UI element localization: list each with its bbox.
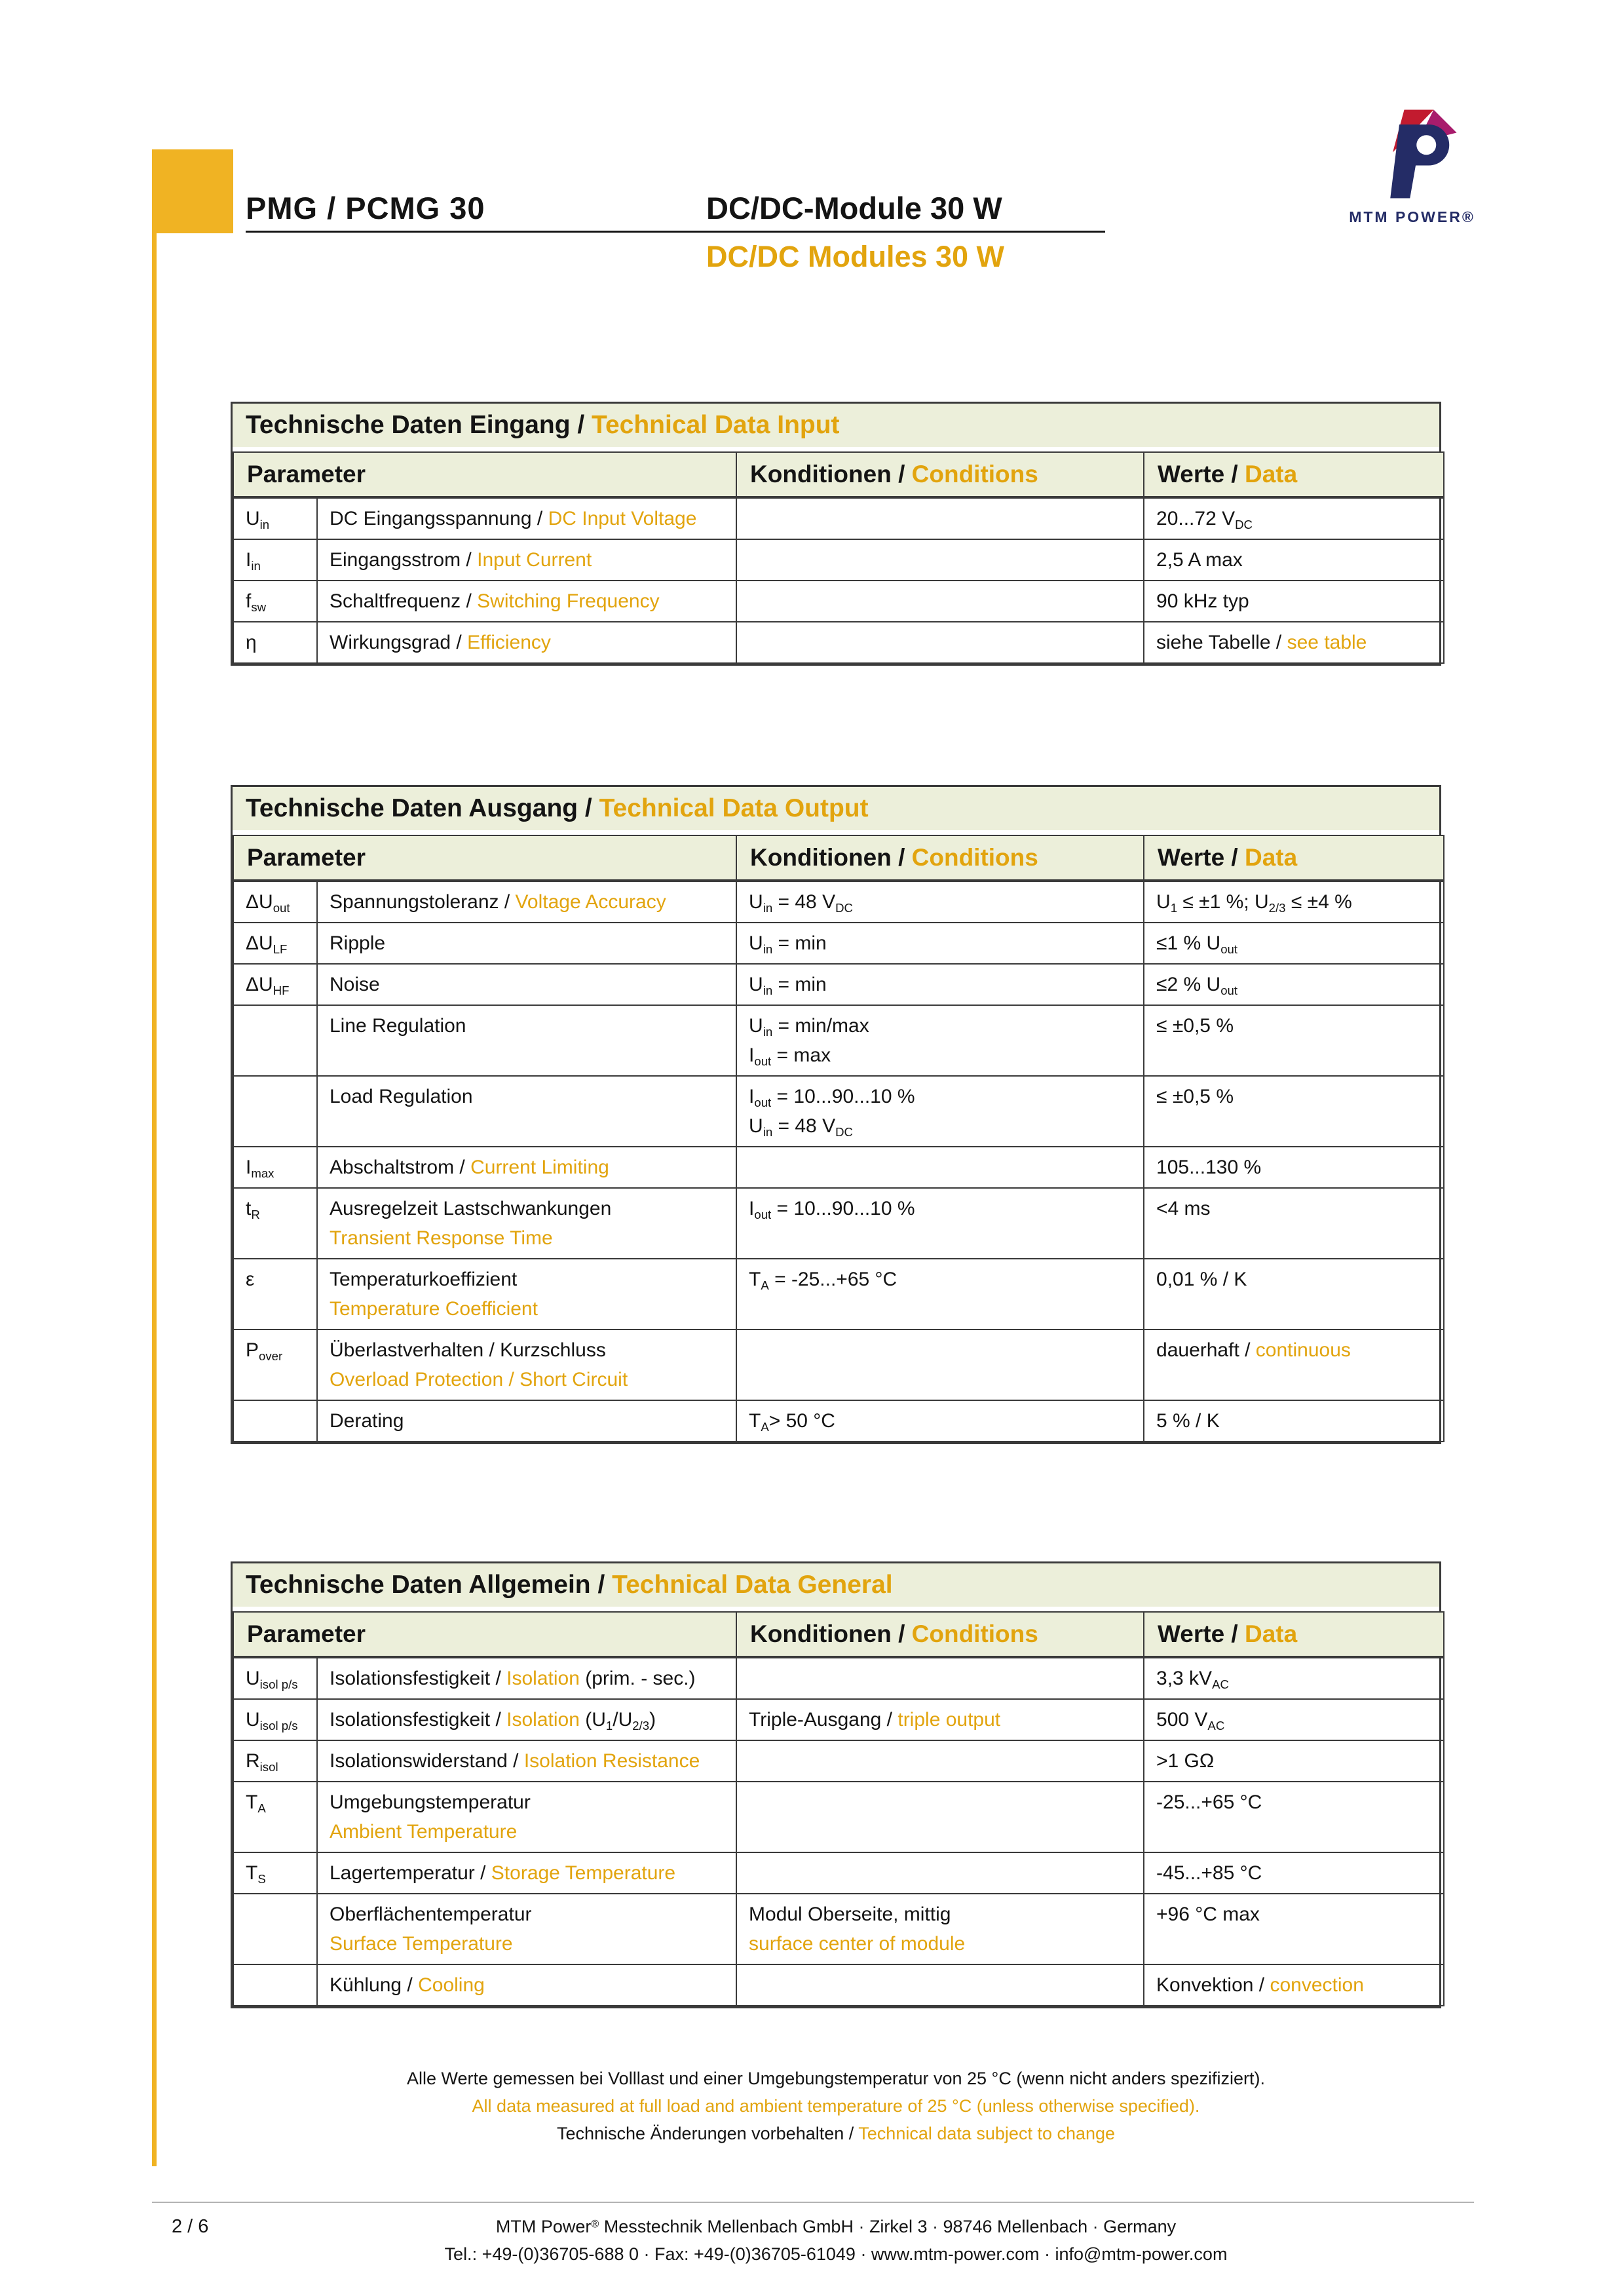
value-cell: 3,3 $kV_{AC}$ bbox=[1144, 1657, 1444, 1699]
technical-data-general-table bbox=[231, 1561, 1441, 2008]
conditions-cell: $T_A = -25...+65$ °C bbox=[736, 1259, 1144, 1330]
table-row bbox=[233, 1005, 1444, 1076]
column-header-parameter: Parameter bbox=[233, 835, 736, 881]
symbol-cell bbox=[233, 1400, 317, 1442]
symbol-cell bbox=[233, 1964, 317, 2006]
parameter-cell: Isolationsfestigkeit / Isolation $(U_1/U_{2/3})$ bbox=[317, 1699, 736, 1740]
conditions-cell bbox=[736, 1330, 1144, 1400]
conditions-cell: Modul Oberseite, mittig surface center of module bbox=[736, 1894, 1144, 1964]
parameter-cell: Schaltfrequenz / Switching Frequency bbox=[317, 581, 736, 622]
parameter-cell: Line Regulation bbox=[317, 1005, 736, 1076]
value-cell: $U_1 \le \pm 1$ %; $U_{2/3} \le \pm 4$ % bbox=[1144, 881, 1444, 923]
table-row bbox=[233, 1147, 1444, 1188]
table-row bbox=[233, 622, 1444, 663]
symbol-cell: $t_R$ bbox=[233, 1188, 317, 1259]
parameter-cell: Ausregelzeit Lastschwankungen Transient Response Time bbox=[317, 1188, 736, 1259]
column-header-conditions: Konditionen / Conditions bbox=[736, 835, 1144, 881]
footnote-line-de: Alle Werte gemessen bei Volllast und einer Umgebungstemperatur von 25 °C (wenn nicht anders spezifiziert). bbox=[407, 2069, 1265, 2088]
table-row bbox=[233, 1259, 1444, 1330]
symbol-cell: η bbox=[233, 622, 317, 663]
footer-company-line: MTM Power® Messtechnik Mellenbach GmbH · Zirkel 3 · 98746 Mellenbach · Germany bbox=[495, 2217, 1177, 2236]
conditions-cell bbox=[736, 1147, 1144, 1188]
symbol-cell: $I_{max}$ bbox=[233, 1147, 317, 1188]
value-cell: ≤ ±0,5 % bbox=[1144, 1076, 1444, 1147]
accent-square bbox=[152, 149, 233, 233]
table-row bbox=[233, 1782, 1444, 1852]
conditions-cell: $T_A> 50$ °C bbox=[736, 1400, 1144, 1442]
symbol-cell: $\Delta U_{out}$ bbox=[233, 881, 317, 923]
conditions-cell bbox=[736, 539, 1144, 581]
table-row bbox=[233, 1894, 1444, 1964]
column-header-conditions: Konditionen / Conditions bbox=[736, 1612, 1144, 1657]
value-cell: siehe Tabelle / see table bbox=[1144, 622, 1444, 663]
parameter-cell: Ripple bbox=[317, 923, 736, 964]
mtm-power-logo bbox=[1329, 105, 1496, 226]
footer-rule bbox=[152, 2202, 1474, 2203]
parameter-cell: DC Eingangsspannung / DC Input Voltage bbox=[317, 497, 736, 539]
symbol-cell: $\Delta U_{LF}$ bbox=[233, 923, 317, 964]
accent-vertical-bar bbox=[152, 233, 157, 2166]
table-row bbox=[233, 923, 1444, 964]
document-title-de: DC/DC-Module 30 W bbox=[706, 191, 1002, 225]
parameter-cell: Lagertemperatur / Storage Temperature bbox=[317, 1852, 736, 1894]
conditions-cell bbox=[736, 1852, 1144, 1894]
column-header-values: Werte / Data bbox=[1144, 835, 1444, 881]
symbol-cell: $P_{over}$ bbox=[233, 1330, 317, 1400]
parameter-cell: Umgebungstemperatur Ambient Temperature bbox=[317, 1782, 736, 1852]
table-row bbox=[233, 1740, 1444, 1782]
symbol-cell bbox=[233, 1076, 317, 1147]
table-title-general: Technische Daten Allgemein / Technical Data General bbox=[233, 1563, 1439, 1611]
conditions-cell bbox=[736, 622, 1144, 663]
column-header-parameter: Parameter bbox=[233, 1612, 736, 1657]
technical-data-input-table bbox=[231, 402, 1441, 666]
value-cell: ≤ ±0,5 % bbox=[1144, 1005, 1444, 1076]
table-row bbox=[233, 497, 1444, 539]
column-header-row bbox=[233, 1612, 1444, 1657]
parameter-cell: Derating bbox=[317, 1400, 736, 1442]
column-header-row bbox=[233, 835, 1444, 881]
symbol-cell: $T_A$ bbox=[233, 1782, 317, 1852]
column-header-values: Werte / Data bbox=[1144, 452, 1444, 497]
conditions-cell: $U_{in} = \min/\max$ $I_{out} = \max$ bbox=[736, 1005, 1144, 1076]
symbol-cell: $R_{isol}$ bbox=[233, 1740, 317, 1782]
technical-data-output-table bbox=[231, 785, 1441, 1444]
value-cell: ≤2 % $U_{out}$ bbox=[1144, 964, 1444, 1005]
symbol-cell: $U_{isol p/s}$ bbox=[233, 1657, 317, 1699]
value-cell: 2,5 A max bbox=[1144, 539, 1444, 581]
value-cell: Konvektion / convection bbox=[1144, 1964, 1444, 2006]
table-row bbox=[233, 1699, 1444, 1740]
column-header-conditions: Konditionen / Conditions bbox=[736, 452, 1144, 497]
value-cell: ≤1 % $U_{out}$ bbox=[1144, 923, 1444, 964]
symbol-cell bbox=[233, 1894, 317, 1964]
parameter-cell: Temperaturkoeffizient Temperature Coefficient bbox=[317, 1259, 736, 1330]
conditions-cell: $U_{in} = \min$ bbox=[736, 964, 1144, 1005]
conditions-cell bbox=[736, 1740, 1144, 1782]
table-row bbox=[233, 1076, 1444, 1147]
table-row bbox=[233, 1330, 1444, 1400]
table-row bbox=[233, 964, 1444, 1005]
symbol-cell: ε bbox=[233, 1259, 317, 1330]
parameter-cell: Eingangsstrom / Input Current bbox=[317, 539, 736, 581]
table-row bbox=[233, 1852, 1444, 1894]
footnote-line-en: All data measured at full load and ambient temperature of 25 °C (unless otherwise specified). bbox=[472, 2095, 1200, 2116]
table-row bbox=[233, 1188, 1444, 1259]
header-rule bbox=[246, 231, 1105, 233]
value-cell: >1 GΩ bbox=[1144, 1740, 1444, 1782]
conditions-cell bbox=[736, 497, 1144, 539]
value-cell: -25...+65 °C bbox=[1144, 1782, 1444, 1852]
value-cell: +96 °C max bbox=[1144, 1894, 1444, 1964]
value-cell: 90 kHz typ bbox=[1144, 581, 1444, 622]
parameter-cell: Wirkungsgrad / Efficiency bbox=[317, 622, 736, 663]
conditions-cell bbox=[736, 581, 1144, 622]
parameter-cell: Isolationsfestigkeit / Isolation (prim. - sec.) bbox=[317, 1657, 736, 1699]
footer-contact-line: Tel.: +49-(0)36705-688 0 · Fax: +49-(0)36705-61049 · www.mtm-power.com · info@mtm-power.com bbox=[444, 2244, 1228, 2264]
parameter-cell: Spannungstoleranz / Voltage Accuracy bbox=[317, 881, 736, 923]
parameter-cell: Load Regulation bbox=[317, 1076, 736, 1147]
symbol-cell: $I_{in}$ bbox=[233, 539, 317, 581]
document-title-en: DC/DC Modules 30 W bbox=[706, 240, 1005, 273]
parameter-cell: Abschaltstrom / Current Limiting bbox=[317, 1147, 736, 1188]
conditions-cell: Triple-Ausgang / triple output bbox=[736, 1699, 1144, 1740]
symbol-cell: $U_{isol p/s}$ bbox=[233, 1699, 317, 1740]
value-cell: <4 ms bbox=[1144, 1188, 1444, 1259]
value-cell: 20...72 $V_{DC}$ bbox=[1144, 497, 1444, 539]
conditions-cell bbox=[736, 1964, 1144, 2006]
table-row bbox=[233, 581, 1444, 622]
column-header-values: Werte / Data bbox=[1144, 1612, 1444, 1657]
value-cell: dauerhaft / continuous bbox=[1144, 1330, 1444, 1400]
parameter-cell: Oberflächentemperatur Surface Temperature bbox=[317, 1894, 736, 1964]
symbol-cell: $T_S$ bbox=[233, 1852, 317, 1894]
value-cell: 105...130 % bbox=[1144, 1147, 1444, 1188]
value-cell: 0,01 % / K bbox=[1144, 1259, 1444, 1330]
mtm-power-logo-mark bbox=[1363, 105, 1462, 203]
product-title: PMG / PCMG 30 bbox=[246, 191, 485, 225]
conditions-cell: $I_{out} = 10...90...10$ % bbox=[736, 1188, 1144, 1259]
conditions-cell: $U_{in} = 48$ $V_{DC}$ bbox=[736, 881, 1144, 923]
value-cell: -45...+85 °C bbox=[1144, 1852, 1444, 1894]
parameter-cell: Kühlung / Cooling bbox=[317, 1964, 736, 2006]
page-number: 2 / 6 bbox=[172, 2216, 209, 2237]
value-cell: 500 $V_{AC}$ bbox=[1144, 1699, 1444, 1740]
table-row bbox=[233, 1657, 1444, 1699]
table-row bbox=[233, 539, 1444, 581]
table-title-output: Technische Daten Ausgang / Technical Data Output bbox=[233, 787, 1439, 835]
symbol-cell: $U_{in}$ bbox=[233, 497, 317, 539]
footnotes bbox=[231, 2065, 1441, 2148]
table-row bbox=[233, 881, 1444, 923]
table-row bbox=[233, 1964, 1444, 2006]
logo-caption: MTM POWER® bbox=[1349, 208, 1475, 225]
symbol-cell: $\Delta U_{HF}$ bbox=[233, 964, 317, 1005]
footnote-line-changes: Technische Änderungen vorbehalten / Technical data subject to change bbox=[556, 2123, 1116, 2143]
parameter-cell: Noise bbox=[317, 964, 736, 1005]
column-header-parameter: Parameter bbox=[233, 452, 736, 497]
table-title-input: Technische Daten Eingang / Technical Data Input bbox=[233, 404, 1439, 451]
conditions-cell bbox=[736, 1782, 1144, 1852]
conditions-cell: $U_{in} = \min$ bbox=[736, 923, 1144, 964]
value-cell: 5 % / K bbox=[1144, 1400, 1444, 1442]
column-header-row bbox=[233, 452, 1444, 497]
conditions-cell: $I_{out} = 10...90...10$ % $U_{in} = 48$ $V_{DC}$ bbox=[736, 1076, 1144, 1147]
footer-info bbox=[231, 2213, 1441, 2268]
symbol-cell: $f_{sw}$ bbox=[233, 581, 317, 622]
parameter-cell: Überlastverhalten / Kurzschluss Overload Protection / Short Circuit bbox=[317, 1330, 736, 1400]
table-row bbox=[233, 1400, 1444, 1442]
parameter-cell: Isolationswiderstand / Isolation Resistance bbox=[317, 1740, 736, 1782]
conditions-cell bbox=[736, 1657, 1144, 1699]
symbol-cell bbox=[233, 1005, 317, 1076]
